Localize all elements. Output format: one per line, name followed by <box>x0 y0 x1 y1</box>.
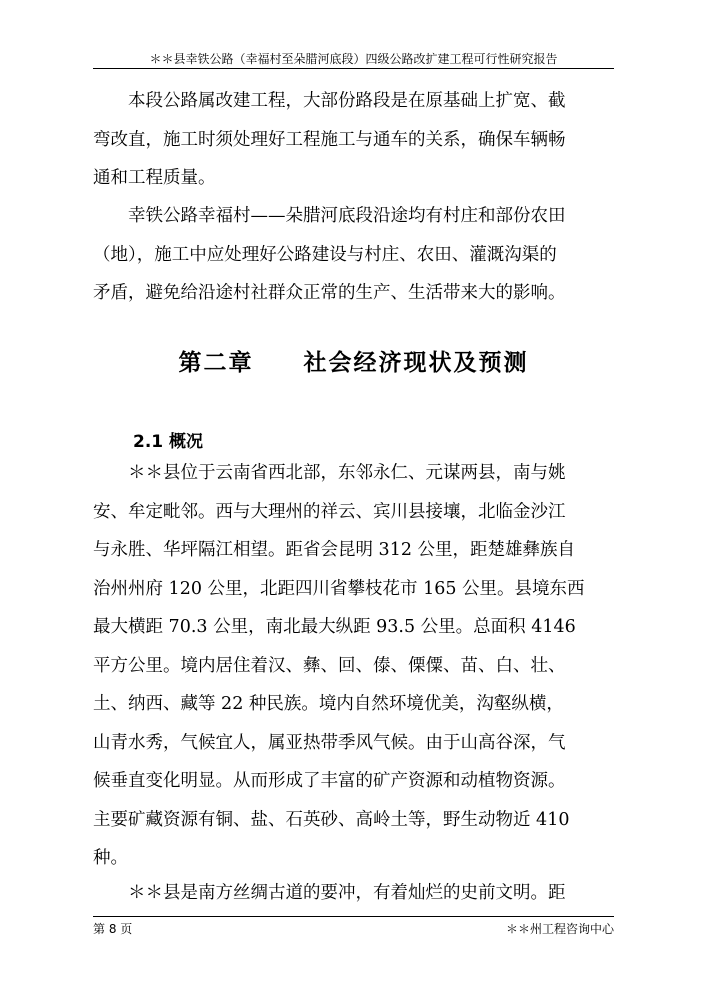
text-line: 主要矿藏资源有铜、盐、石英砂、高岭土等，野生动物近 410 <box>93 809 570 830</box>
chapter-title: 第二章 社会经济现状及预测 <box>178 349 529 376</box>
document-header: ＊＊县幸铁公路（幸福村至朵腊河底段）四级公路改扩建工程可行性研究报告 <box>149 52 558 66</box>
text-line: 本段公路属改建工程，大部份路段是在原基础上扩宽、截 <box>93 91 566 111</box>
text-line: 幸铁公路幸福村——朵腊河底段沿途均有村庄和部份农田 <box>93 206 566 226</box>
text-line: 山青水秀，气候宜人，属亚热带季风气候。由于山高谷深，气 <box>93 732 566 753</box>
text-line: 土、纳西、藏等 22 种民族。境内自然环境优美，沟壑纵横， <box>93 694 564 714</box>
header-rule <box>93 68 614 69</box>
paragraph-construction <box>93 82 614 198</box>
text-line: 矛盾，避免给沿途村社群众正常的生产、生活带来大的影响。 <box>93 283 566 303</box>
footer-organization: ＊＊州工程咨询中心 <box>505 922 614 936</box>
text-line: 通和工程质量。 <box>93 168 216 188</box>
text-line: 候垂直变化明显。从而形成了丰富的矿产资源和动植物资源。 <box>93 771 566 791</box>
paragraph-history <box>93 874 614 913</box>
page-number: 第 8 页 <box>93 922 133 936</box>
text-line: 与永胜、华坪隔江相望。距省会昆明 312 公里，距楚雄彝族自 <box>93 540 576 560</box>
text-line: 种。 <box>93 848 128 868</box>
text-line: ＊＊县是南方丝绸古道的要冲，有着灿烂的史前文明。距 <box>93 883 566 903</box>
footer-rule <box>93 916 614 917</box>
text-line: 平方公里。境内居住着汉、彝、回、傣、傈僳、苗、白、壮、 <box>93 655 566 676</box>
text-line: 最大横距 70.3 公里，南北最大纵距 93.5 公里。总面积 4146 <box>93 617 576 637</box>
paragraph-overview <box>93 454 614 878</box>
text-line: （地），施工中应处理好公路建设与村庄、农田、灌溉沟渠的 <box>93 244 557 265</box>
paragraph-villages <box>93 197 614 313</box>
text-line: ＊＊县位于云南省西北部，东邻永仁、元谋两县，南与姚 <box>93 463 566 483</box>
text-line: 安、牟定毗邻。西与大理州的祥云、宾川县接壤，北临金沙江 <box>93 501 566 522</box>
text-line: 弯改直，施工时须处理好工程施工与通车的关系，确保车辆畅 <box>93 129 566 150</box>
section-title: 2.1 概况 <box>133 432 204 452</box>
text-line: 治州州府 120 公里，北距四川省攀枝花市 165 公里。县境东西 <box>93 578 585 599</box>
